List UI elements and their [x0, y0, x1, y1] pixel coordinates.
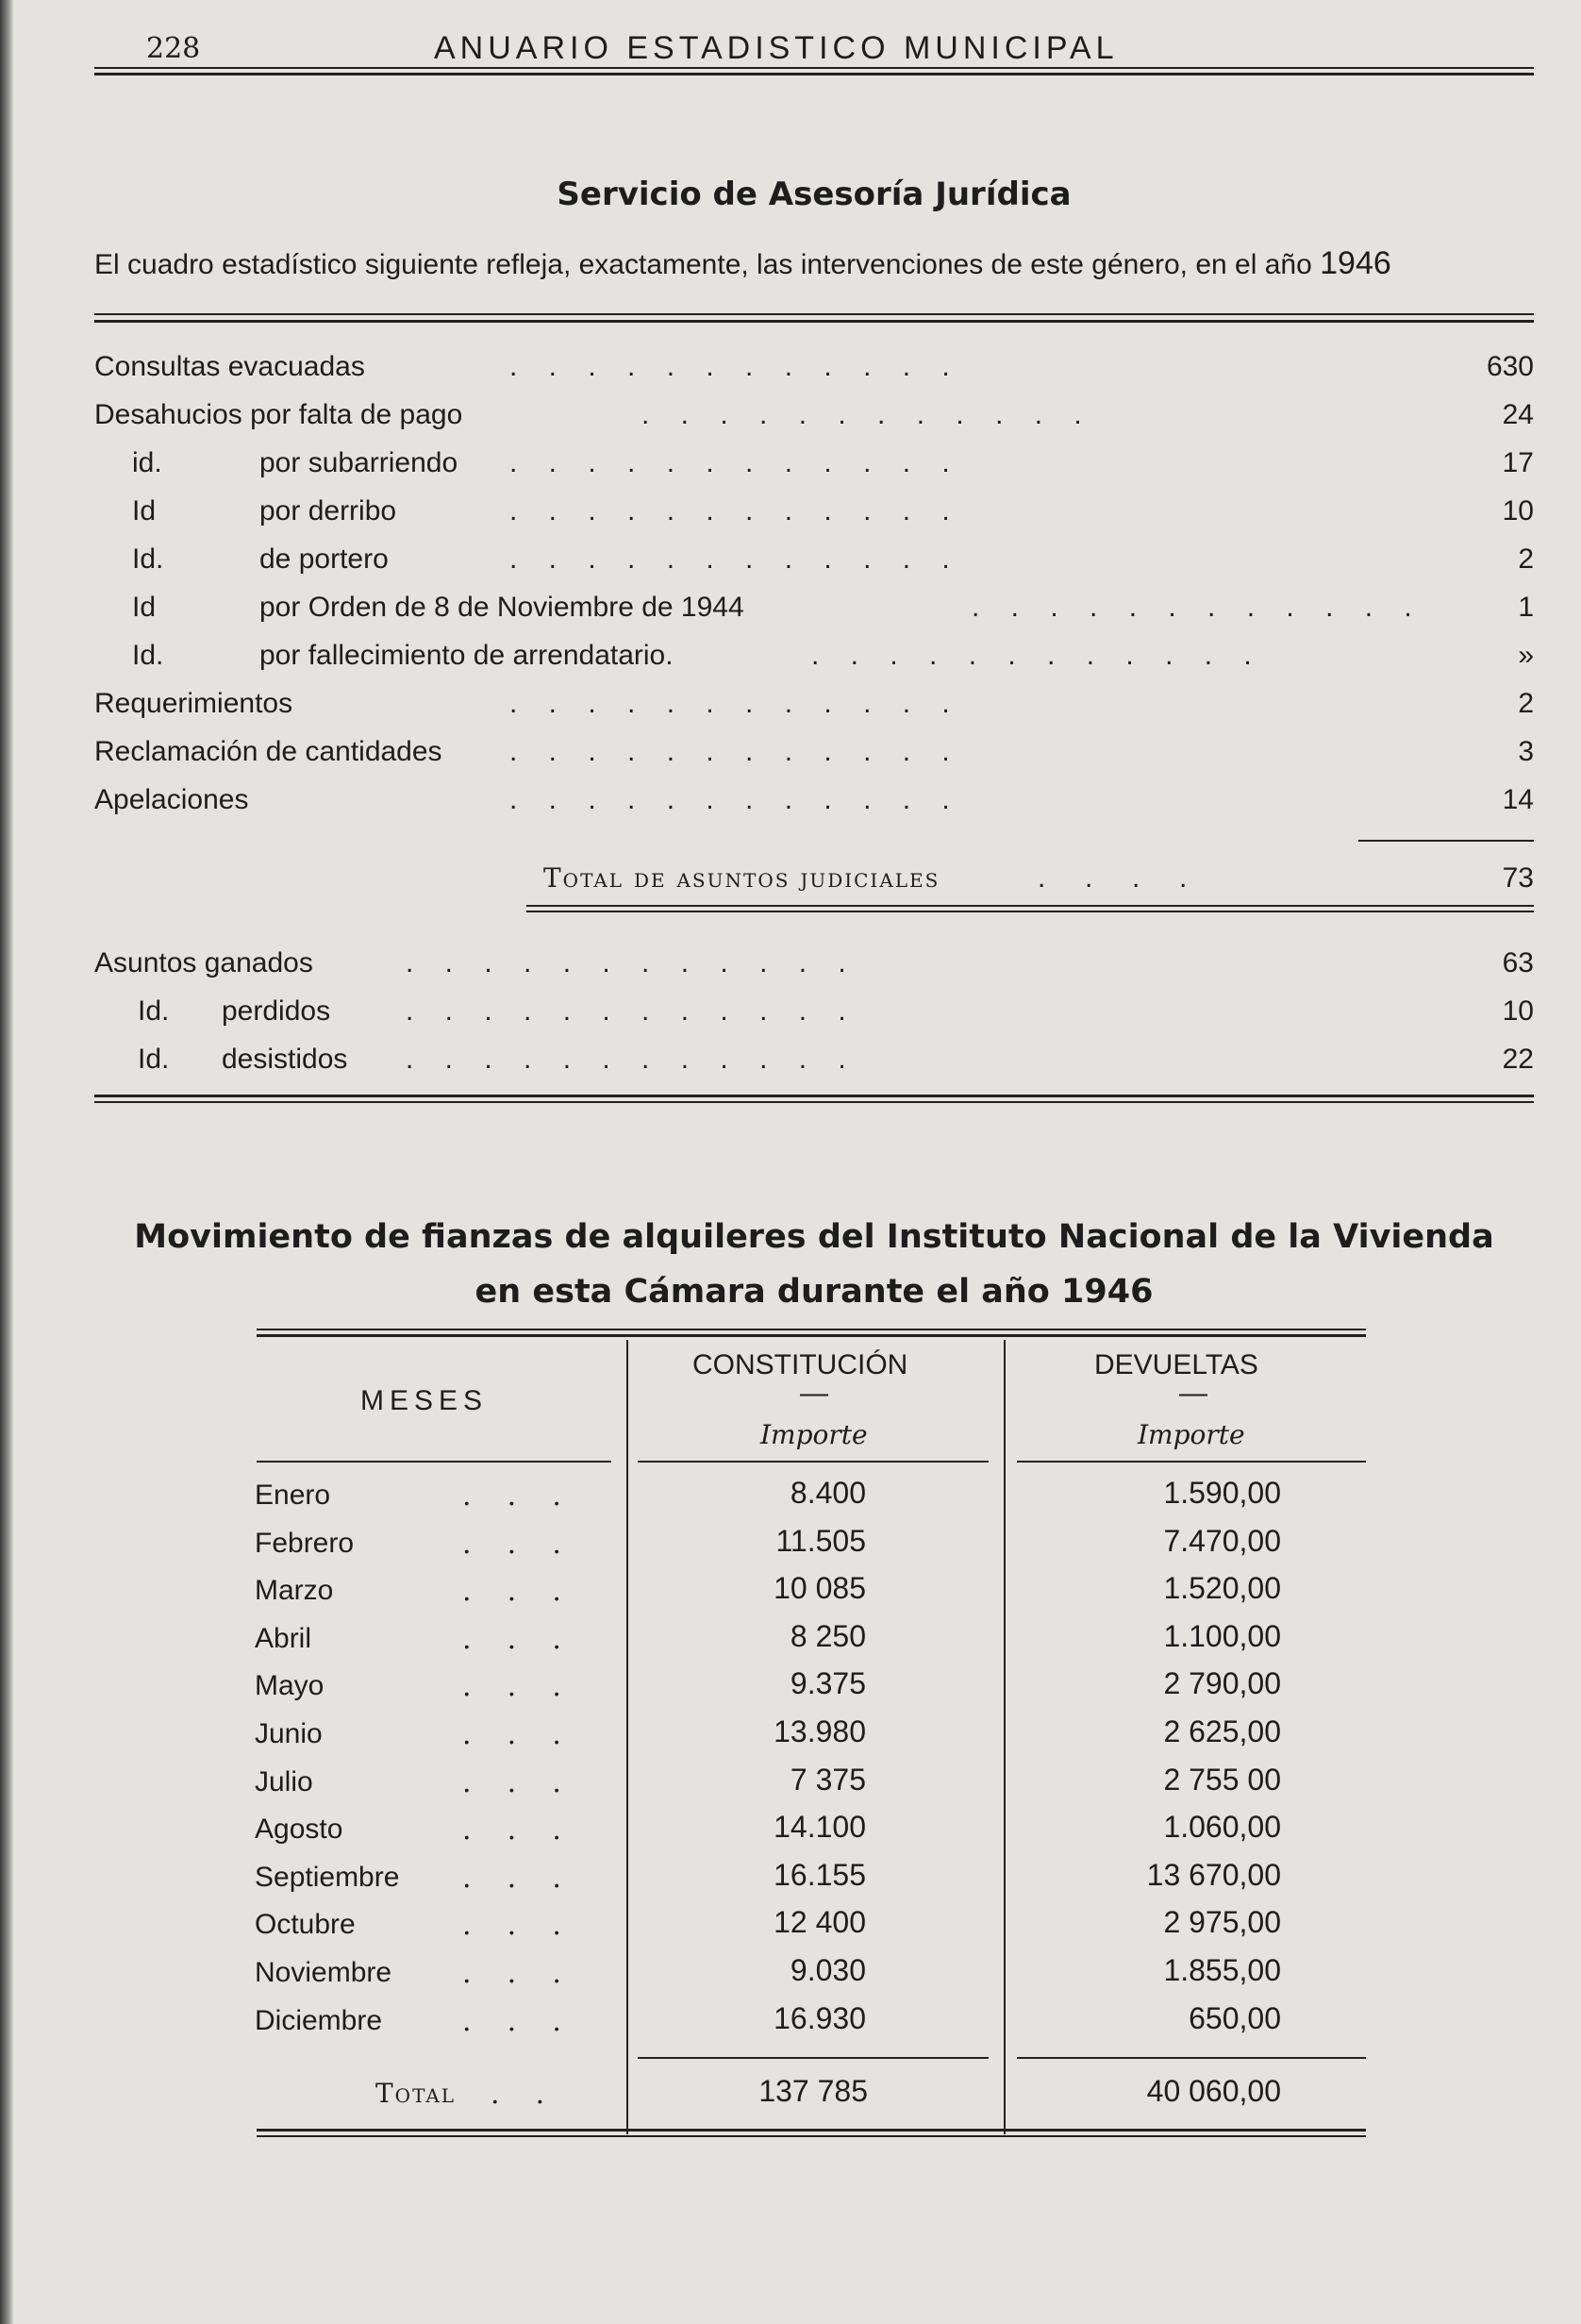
- title-line-1: Movimiento de fianzas de alquileres del Instituto Nacional de la Vivienda: [134, 1218, 1494, 1256]
- row-label: Consultas evacuadas: [94, 351, 365, 382]
- subheader-importe: Importe: [1138, 1419, 1245, 1450]
- row-sublabel: por derribo: [259, 495, 397, 527]
- total-label-fianzas: Total: [375, 2078, 457, 2109]
- row-label: Id: [132, 592, 157, 623]
- devueltas-value: 2 790,00: [1163, 1666, 1281, 1701]
- header-rule: [94, 73, 1534, 75]
- constitucion-value: 9.030: [790, 1953, 866, 1987]
- subtotal-rule: [1017, 2057, 1366, 2059]
- table-top-rule: [94, 320, 1534, 323]
- total-row: . . . . 73: [1038, 862, 1534, 894]
- table-bottom-rule: [257, 2129, 1366, 2132]
- column-header-meses: MESES: [360, 1385, 489, 1416]
- month-label: Junio: [255, 1718, 323, 1749]
- row-sublabel: de portero: [259, 543, 389, 575]
- table-row: Apelaciones . . . . . . . . . . . . 14: [94, 784, 1534, 815]
- row-value: 630: [1486, 351, 1534, 382]
- row-value: 17: [1502, 447, 1534, 478]
- total-value-judiciales: 73: [1502, 862, 1534, 894]
- header-underline: [638, 1461, 989, 1463]
- total-constitucion: 137 785: [758, 2074, 868, 2108]
- table-top-rule: [94, 313, 1534, 315]
- month-label: Noviembre: [255, 1957, 392, 1988]
- month-label: Septiembre: [255, 1861, 400, 1893]
- row-label: Id: [132, 495, 157, 527]
- section-bottom-rule: [94, 1095, 1534, 1097]
- row-label: Id.: [132, 640, 164, 671]
- header-rule: [94, 67, 1534, 69]
- table-row: Reclamación de cantidades . . . . . . . . . . . . 3: [94, 736, 1534, 767]
- page-header: [94, 26, 1534, 92]
- month-label: Octubre: [255, 1909, 356, 1941]
- title-line-2: en esta Cámara durante el año 1946: [474, 1273, 1154, 1311]
- column-divider: [1004, 1340, 1006, 2134]
- constitucion-value: 7 375: [790, 1762, 866, 1797]
- constitucion-value: 8 250: [790, 1618, 866, 1653]
- row-sublabel: perdidos: [222, 995, 331, 1027]
- month-label: Febrero: [255, 1527, 355, 1559]
- section-bottom-rule: [94, 1101, 1534, 1103]
- devueltas-value: 650,00: [1189, 2000, 1281, 2035]
- total-devueltas: 40 060,00: [1146, 2074, 1281, 2108]
- row-value: 63: [1502, 947, 1534, 978]
- table-row: Id. por fallecimiento de arrendatario. . . . . . . . . . . . . »: [132, 640, 1534, 671]
- header-dash: —: [1179, 1378, 1207, 1409]
- row-value: »: [1518, 640, 1534, 671]
- row-label: Id.: [138, 995, 170, 1027]
- intro-text: El cuadro estadístico siguiente refleja, exactamente, las intervenciones de este género, en el año: [94, 249, 1312, 280]
- month-label: Marzo: [255, 1575, 334, 1607]
- row-value: 14: [1502, 784, 1534, 815]
- row-value: 1: [1518, 592, 1534, 623]
- month-label: Enero: [255, 1480, 331, 1511]
- row-value: 10: [1502, 995, 1534, 1027]
- devueltas-value: 1.520,00: [1163, 1571, 1281, 1606]
- outcome-row: Id. perdidos . . . . . . . . . . . . 10: [138, 995, 1534, 1027]
- column-header-constitucion: CONSTITUCIÓN: [692, 1349, 908, 1380]
- row-value: 3: [1518, 736, 1534, 767]
- row-value: 24: [1502, 399, 1534, 430]
- row-label: id.: [132, 447, 162, 478]
- subtotal-rule: [638, 2057, 989, 2059]
- section-title-asesoria: Servicio de Asesoría Jurídica: [557, 176, 1072, 213]
- table-bottom-rule: [257, 2135, 1366, 2137]
- row-value: 22: [1502, 1044, 1534, 1075]
- month-label: Julio: [255, 1765, 313, 1797]
- devueltas-value: 13 670,00: [1146, 1857, 1281, 1892]
- constitucion-value: 9.375: [790, 1666, 866, 1701]
- constitucion-value: 13.980: [774, 1714, 866, 1748]
- header-underline: [1017, 1461, 1366, 1463]
- table-top-rule: [257, 1329, 1366, 1330]
- outcome-row: Asuntos ganados . . . . . . . . . . . . 63: [94, 947, 1534, 978]
- row-label: Reclamación de cantidades: [94, 736, 442, 767]
- table-row: Id por Orden de 8 de Noviembre de 1944 . . . . . . . . . . . . 1: [132, 592, 1534, 623]
- month-label: Mayo: [255, 1670, 325, 1702]
- document-page: 228 ANUARIO ESTADISTICO MUNICIPAL Servicio de Asesoría Jurídica El cuadro estadístico siguiente refleja, exactamente, las intervenciones de este género, en el año 1946 Consultas evacuadas . . . . . . . . . . . . 630 Desahucios por falta de pago . . . . . . . . . . . . 24 id. por subarriendo . . . . . . . . . . . . 17 Id por derribo . . . . . . . . . . . . 10 Id. de portero . . . . . . . . . . . . 2 Id por Orden de 8 de Noviembre de 1944 . . . . . . . . . . . . 1 Id. por fallecimiento de arrendatario. . . . . . . . . . . . . » Requerimientos . . . . . . . . . . . . 2 Reclamación de cantidades . . . . . . . . . . . . 3 Apelaciones . . . . . . . . . . . . 14 Total de asuntos judiciales . . . . 73 Asuntos ganados . . . . . . . . . . . . 63 Id. perdidos . . . . . . . . . . . . 10 Id. desistidos . . . . . . . . . . . . 22 Movimiento de fianzas de alquileres del Instituto Nacional de la Vivienda en esta Cámara durante el año 1946 MESES CONSTITUCIÓN DEVUELTAS — — Importe Importe Enero . . . 8.400 1.590,00 Febrero . . . 11.505 7.470,00 Marzo . . . 10 085 1.520,00 Abril . . . 8 250 1.100,00 Mayo . . . 9.375 2 790,00 Junio . . . 13.980 2 625,00 Julio . . . 7 375 2 755 00 Agosto . . . 14.100 1.060,00 Septiembre . . . 16.155 13 670,00 Octubre . . . 12 400 2 975,00 Noviembre . . . 9.030 1.855,00 Diciembre . . . 16.930 650,00 Total . . 137 785 40 060,00: [0, 0, 1581, 2324]
- table-row: Id por derribo . . . . . . . . . . . . 10: [132, 495, 1534, 527]
- total-label-judiciales: Total de asuntos judiciales: [543, 862, 940, 894]
- constitucion-value: 16.155: [774, 1857, 866, 1892]
- row-label: Asuntos ganados: [94, 947, 313, 978]
- outcome-row: Id. desistidos . . . . . . . . . . . . 22: [138, 1044, 1534, 1075]
- constitucion-value: 8.400: [790, 1476, 866, 1510]
- devueltas-value: 1.590,00: [1163, 1476, 1281, 1510]
- devueltas-value: 2 975,00: [1163, 1905, 1281, 1940]
- row-label: Apelaciones: [94, 784, 249, 815]
- devueltas-value: 7.470,00: [1163, 1523, 1281, 1558]
- row-sublabel: por subarriendo: [259, 447, 458, 478]
- table-row: id. por subarriendo . . . . . . . . . . . . 17: [132, 447, 1534, 478]
- month-label: Diciembre: [255, 2004, 383, 2036]
- row-label: Desahucios por falta de pago: [94, 399, 463, 430]
- row-sublabel: por fallecimiento de arrendatario.: [259, 640, 674, 671]
- constitucion-value: 10 085: [774, 1571, 866, 1606]
- header-underline: [257, 1461, 611, 1463]
- table-row: Requerimientos . . . . . . . . . . . . 2: [94, 688, 1534, 719]
- row-sublabel: desistidos: [222, 1044, 348, 1075]
- devueltas-value: 2 625,00: [1163, 1714, 1281, 1748]
- month-label: Agosto: [255, 1814, 343, 1846]
- total-rule: [526, 905, 1534, 907]
- page-binding-edge: [0, 0, 13, 2324]
- total-rule: [526, 911, 1534, 912]
- subtotal-rule: [1358, 840, 1534, 842]
- table-row: Desahucios por falta de pago . . . . . . . . . . . . 24: [94, 399, 1534, 430]
- column-header-devueltas: DEVUELTAS: [1094, 1349, 1258, 1380]
- row-label: Id.: [138, 1044, 170, 1075]
- constitucion-value: 16.930: [774, 2000, 866, 2035]
- subheader-importe: Importe: [760, 1419, 868, 1450]
- constitucion-value: 11.505: [775, 1523, 866, 1558]
- row-label: Requerimientos: [94, 688, 293, 719]
- section-title-fianzas: [94, 1210, 1534, 1319]
- row-label: Id.: [132, 543, 164, 575]
- devueltas-value: 1.855,00: [1163, 1953, 1281, 1987]
- intro-year: 1946: [1320, 245, 1391, 281]
- table-row: Id. de portero . . . . . . . . . . . . 2: [132, 543, 1534, 575]
- constitucion-value: 14.100: [774, 1810, 866, 1845]
- devueltas-value: 2 755 00: [1163, 1762, 1281, 1797]
- row-sublabel: por Orden de 8 de Noviembre de 1944: [259, 592, 744, 623]
- devueltas-value: 1.060,00: [1163, 1810, 1281, 1845]
- constitucion-value: 12 400: [774, 1905, 866, 1940]
- row-value: 2: [1518, 688, 1534, 719]
- row-value: 2: [1518, 543, 1534, 575]
- section-intro: [94, 245, 1534, 282]
- month-label: Abril: [255, 1622, 312, 1654]
- header-dash: —: [800, 1378, 828, 1409]
- page-number: 228: [146, 32, 201, 65]
- running-title: ANUARIO ESTADISTICO MUNICIPAL: [434, 30, 1119, 66]
- column-divider: [626, 1340, 628, 2134]
- table-top-rule: [257, 1334, 1366, 1337]
- row-value: 10: [1502, 495, 1534, 527]
- devueltas-value: 1.100,00: [1163, 1618, 1281, 1653]
- table-row: Consultas evacuadas . . . . . . . . . . . . 630: [94, 351, 1534, 382]
